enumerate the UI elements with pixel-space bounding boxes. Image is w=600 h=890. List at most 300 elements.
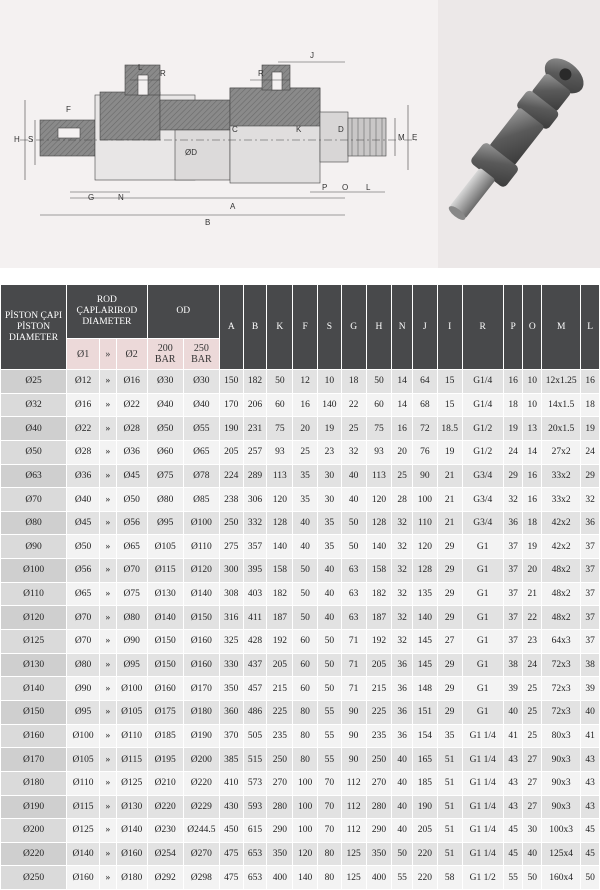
table-cell: 160x4 [542, 866, 581, 890]
table-cell: Ø100 [67, 724, 100, 748]
table-cell: 43 [581, 748, 600, 772]
table-cell: Ø85 [183, 488, 219, 512]
table-cell: Ø30 [147, 370, 183, 394]
table-cell: 15 [437, 393, 462, 417]
table-cell: G1 [462, 582, 503, 606]
header-dim-n: N [392, 285, 413, 370]
dim-label: G [88, 193, 95, 202]
table-cell: Ø16 [116, 370, 147, 394]
table-cell: 29 [437, 559, 462, 583]
table-cell: 50 [293, 582, 318, 606]
table-cell: Ø100 [183, 511, 219, 535]
table-cell: 51 [437, 842, 462, 866]
table-cell: Ø125 [116, 771, 147, 795]
table-cell: Ø80 [67, 653, 100, 677]
table-cell: 113 [366, 464, 392, 488]
table-cell: 41 [581, 724, 600, 748]
table-cell: Ø120 [183, 559, 219, 583]
table-cell: 128 [267, 511, 293, 535]
table-cell: 27x2 [542, 440, 581, 464]
table-cell: 40 [392, 771, 413, 795]
table-cell: 350 [267, 842, 293, 866]
table-cell: 220 [413, 866, 438, 890]
table-cell: 270 [267, 771, 293, 795]
table-cell: 43 [503, 748, 523, 772]
table-cell: 19 [523, 535, 542, 559]
table-cell: G3/4 [462, 464, 503, 488]
table-cell: 50 [341, 535, 366, 559]
header-dim-f: F [293, 285, 318, 370]
table-cell: 28 [392, 488, 413, 512]
table-cell: 32 [392, 511, 413, 535]
table-cell: 55 [318, 748, 342, 772]
table-cell: 45 [581, 819, 600, 843]
table-cell: 14 [392, 370, 413, 394]
hydraulic-cylinder-image [438, 0, 600, 268]
table-cell: 50 [318, 677, 342, 701]
table-cell: 37 [503, 559, 523, 583]
header-piston-diameter: PİSTON ÇAPI PİSTON DIAMETER [1, 285, 67, 370]
table-cell: » [100, 748, 117, 772]
table-cell: 25 [523, 724, 542, 748]
table-cell: 32 [392, 559, 413, 583]
dim-label: R [258, 69, 264, 78]
table-cell: 125 [341, 842, 366, 866]
table-cell: 36 [581, 511, 600, 535]
table-cell: 58 [437, 866, 462, 890]
table-cell: 475 [219, 866, 243, 890]
table-cell: 128 [413, 559, 438, 583]
table-cell: 35 [318, 535, 342, 559]
table-cell: 37 [581, 606, 600, 630]
piston-diameter-cell: Ø200 [1, 819, 67, 843]
table-cell: Ø140 [67, 842, 100, 866]
table-cell: G1 [462, 677, 503, 701]
table-cell: Ø110 [116, 724, 147, 748]
table-cell: » [100, 393, 117, 417]
table-cell: 32 [341, 440, 366, 464]
table-cell: 187 [267, 606, 293, 630]
table-cell: 515 [243, 748, 267, 772]
table-cell: 385 [219, 748, 243, 772]
table-cell: 308 [219, 582, 243, 606]
table-cell: Ø220 [147, 795, 183, 819]
table-cell: Ø45 [116, 464, 147, 488]
table-cell: Ø65 [67, 582, 100, 606]
table-cell: 235 [267, 724, 293, 748]
table-cell: 37 [503, 630, 523, 654]
table-cell: G1 [462, 630, 503, 654]
table-cell: Ø105 [67, 748, 100, 772]
dim-label: N [118, 193, 124, 202]
table-cell: 192 [366, 630, 392, 654]
piston-diameter-cell: Ø250 [1, 866, 67, 890]
table-cell: 140 [318, 393, 342, 417]
table-cell: 135 [413, 582, 438, 606]
table-cell: » [100, 771, 117, 795]
table-cell: 25 [293, 440, 318, 464]
table-cell: 60 [293, 677, 318, 701]
table-cell: 35 [293, 488, 318, 512]
table-cell: 187 [366, 606, 392, 630]
table-cell: Ø65 [183, 440, 219, 464]
table-cell: Ø140 [116, 819, 147, 843]
table-cell: » [100, 535, 117, 559]
table-cell: 50 [523, 866, 542, 890]
table-cell: Ø40 [147, 393, 183, 417]
table-cell: 19 [437, 440, 462, 464]
table-cell: Ø298 [183, 866, 219, 890]
table-cell: 100 [293, 819, 318, 843]
piston-diameter-cell: Ø220 [1, 842, 67, 866]
table-cell: 40 [392, 795, 413, 819]
table-cell: 12x1.25 [542, 370, 581, 394]
table-cell: 64 [413, 370, 438, 394]
table-cell: 18 [523, 511, 542, 535]
table-row [1, 771, 600, 795]
table-cell: Ø150 [183, 606, 219, 630]
table-cell: 16 [523, 464, 542, 488]
table-cell: Ø195 [147, 748, 183, 772]
table-cell: 205 [219, 440, 243, 464]
table-cell: Ø115 [147, 559, 183, 583]
table-cell: » [100, 842, 117, 866]
table-cell: G3/4 [462, 511, 503, 535]
table-cell: 140 [267, 535, 293, 559]
table-cell: 25 [341, 417, 366, 441]
header-dim-h: H [366, 285, 392, 370]
table-cell: 40 [523, 842, 542, 866]
piston-diameter-cell: Ø63 [1, 464, 67, 488]
table-cell: 27 [437, 630, 462, 654]
table-cell: 80 [293, 724, 318, 748]
table-cell: 110 [413, 511, 438, 535]
table-row [1, 724, 600, 748]
piston-diameter-cell: Ø170 [1, 748, 67, 772]
table-cell: 220 [413, 842, 438, 866]
dim-label: ØD [185, 148, 197, 157]
table-cell: 40 [293, 535, 318, 559]
table-cell: » [100, 417, 117, 441]
table-cell: Ø105 [147, 535, 183, 559]
table-cell: 48x2 [542, 606, 581, 630]
table-cell: 40 [293, 511, 318, 535]
table-cell: Ø230 [147, 819, 183, 843]
table-cell: 36 [392, 700, 413, 724]
table-cell: G1 1/4 [462, 795, 503, 819]
table-cell: 48x2 [542, 559, 581, 583]
table-cell: 24 [523, 653, 542, 677]
table-cell: 428 [243, 630, 267, 654]
table-cell: Ø50 [67, 535, 100, 559]
table-cell: 80 [293, 700, 318, 724]
table-cell: 270 [366, 771, 392, 795]
table-cell: 50 [293, 606, 318, 630]
table-cell: 158 [267, 559, 293, 583]
table-cell: Ø22 [67, 417, 100, 441]
table-cell: 45 [503, 842, 523, 866]
table-cell: 32 [392, 606, 413, 630]
table-cell: 45 [503, 819, 523, 843]
table-cell: G1 [462, 559, 503, 583]
table-cell: Ø110 [183, 535, 219, 559]
table-cell: Ø115 [116, 748, 147, 772]
table-cell: 32 [503, 488, 523, 512]
table-row [1, 795, 600, 819]
table-cell: 300 [219, 559, 243, 583]
table-cell: 290 [366, 819, 392, 843]
dimension-table [0, 284, 600, 890]
table-cell: 43 [503, 771, 523, 795]
table-cell: 32 [392, 630, 413, 654]
table-cell: 128 [366, 511, 392, 535]
table-cell: 10 [318, 370, 342, 394]
table-cell: 140 [413, 606, 438, 630]
table-cell: 140 [366, 535, 392, 559]
table-cell: 289 [243, 464, 267, 488]
table-cell: 36 [503, 511, 523, 535]
table-cell: G1 1/4 [462, 748, 503, 772]
table-cell: Ø130 [116, 795, 147, 819]
header-dim-p: P [503, 285, 523, 370]
table-cell: 20 [293, 417, 318, 441]
table-cell: 70 [318, 771, 342, 795]
header-dim-j: J [413, 285, 438, 370]
table-cell: 190 [413, 795, 438, 819]
table-cell: 36 [392, 677, 413, 701]
table-cell: 360 [219, 700, 243, 724]
table-row [1, 488, 600, 512]
table-cell: 145 [413, 653, 438, 677]
table-cell: 76 [413, 440, 438, 464]
header-rod-o1: Ø1 [67, 339, 100, 370]
table-cell: 370 [219, 724, 243, 748]
table-cell: 16 [523, 488, 542, 512]
table-cell: 35 [437, 724, 462, 748]
table-cell: 25 [523, 677, 542, 701]
table-row [1, 582, 600, 606]
table-cell: 50 [267, 370, 293, 394]
table-cell: 120 [267, 488, 293, 512]
table-cell: 60 [293, 653, 318, 677]
table-cell: 158 [366, 559, 392, 583]
table-cell: » [100, 795, 117, 819]
table-cell: 29 [581, 464, 600, 488]
table-cell: 225 [267, 700, 293, 724]
table-cell: Ø36 [67, 464, 100, 488]
table-cell: G1 [462, 653, 503, 677]
table-cell: 50 [318, 653, 342, 677]
table-cell: 573 [243, 771, 267, 795]
table-cell: Ø140 [147, 606, 183, 630]
table-cell: » [100, 488, 117, 512]
table-row [1, 677, 600, 701]
table-cell: 90 [341, 724, 366, 748]
table-row [1, 842, 600, 866]
table-cell: Ø30 [183, 370, 219, 394]
table-cell: 40 [318, 582, 342, 606]
table-cell: 145 [413, 630, 438, 654]
dim-label: B [205, 218, 211, 227]
table-cell: 29 [437, 653, 462, 677]
piston-diameter-cell: Ø180 [1, 771, 67, 795]
table-cell: Ø70 [116, 559, 147, 583]
table-cell: G1 [462, 535, 503, 559]
table-cell: 29 [437, 677, 462, 701]
table-cell: Ø150 [147, 653, 183, 677]
table-cell: 51 [437, 748, 462, 772]
table-cell: » [100, 630, 117, 654]
table-cell: 357 [243, 535, 267, 559]
table-cell: 80 [318, 842, 342, 866]
table-cell: 457 [243, 677, 267, 701]
dim-label: P [322, 183, 328, 192]
dim-label: L [366, 183, 371, 192]
table-row [1, 511, 600, 535]
table-cell: 42x2 [542, 535, 581, 559]
table-cell: 37 [581, 582, 600, 606]
table-cell: G1/4 [462, 393, 503, 417]
table-cell: Ø270 [183, 842, 219, 866]
table-cell: G3/4 [462, 488, 503, 512]
table-cell: 120 [293, 842, 318, 866]
table-row [1, 393, 600, 417]
table-cell: 64x3 [542, 630, 581, 654]
table-cell: 50 [341, 511, 366, 535]
table-cell: 22 [341, 393, 366, 417]
table-cell: 250 [219, 511, 243, 535]
table-cell: 40 [392, 748, 413, 772]
table-cell: 19 [581, 417, 600, 441]
table-cell: 55 [503, 866, 523, 890]
table-cell: 192 [267, 630, 293, 654]
table-cell: Ø254 [147, 842, 183, 866]
table-cell: 10 [523, 370, 542, 394]
table-cell: 80 [318, 866, 342, 890]
table-cell: Ø95 [67, 700, 100, 724]
table-cell: » [100, 440, 117, 464]
table-cell: 80 [293, 748, 318, 772]
table-cell: 48x2 [542, 582, 581, 606]
table-cell: 19 [503, 417, 523, 441]
table-cell: Ø56 [116, 511, 147, 535]
table-cell: 190 [219, 417, 243, 441]
table-cell: 50 [293, 559, 318, 583]
table-cell: 30 [318, 464, 342, 488]
table-cell: 60 [293, 630, 318, 654]
dim-label: O [342, 183, 349, 192]
table-cell: Ø244.5 [183, 819, 219, 843]
table-cell: 182 [267, 582, 293, 606]
table-cell: Ø175 [147, 700, 183, 724]
header-dim-b: B [243, 285, 267, 370]
table-cell: 24 [503, 440, 523, 464]
table-cell: 51 [437, 795, 462, 819]
table-cell: G1 1/4 [462, 771, 503, 795]
table-cell: G1 1/4 [462, 819, 503, 843]
table-cell: 18 [503, 393, 523, 417]
table-cell: Ø160 [147, 677, 183, 701]
header-dim-k: K [267, 285, 293, 370]
table-cell: 75 [366, 417, 392, 441]
dim-label: R [160, 69, 166, 78]
table-cell: 27 [523, 795, 542, 819]
piston-diameter-cell: Ø100 [1, 559, 67, 583]
table-cell: 30 [318, 488, 342, 512]
table-cell: Ø75 [116, 582, 147, 606]
table-cell: Ø12 [67, 370, 100, 394]
table-cell: 72 [413, 417, 438, 441]
table-cell: 23 [523, 630, 542, 654]
table-cell: 55 [318, 700, 342, 724]
table-cell: 14 [523, 440, 542, 464]
table-cell: 475 [219, 842, 243, 866]
table-cell: 80x3 [542, 724, 581, 748]
table-cell: 40 [318, 606, 342, 630]
table-cell: Ø75 [147, 464, 183, 488]
table-cell: 250 [366, 748, 392, 772]
table-cell: 40 [581, 700, 600, 724]
table-cell: 55 [318, 724, 342, 748]
table-cell: 505 [243, 724, 267, 748]
table-cell: 238 [219, 488, 243, 512]
table-cell: 15 [437, 370, 462, 394]
table-cell: 27 [523, 748, 542, 772]
table-cell: 50 [581, 866, 600, 890]
table-cell: » [100, 724, 117, 748]
table-cell: 33x2 [542, 464, 581, 488]
table-cell: 306 [243, 488, 267, 512]
table-cell: 51 [437, 771, 462, 795]
table-cell: 112 [341, 795, 366, 819]
table-cell: 40 [341, 464, 366, 488]
header-dim-g: G [341, 285, 366, 370]
table-cell: 21 [437, 464, 462, 488]
piston-diameter-cell: Ø125 [1, 630, 67, 654]
piston-diameter-cell: Ø50 [1, 440, 67, 464]
table-cell: 400 [267, 866, 293, 890]
table-cell: 615 [243, 819, 267, 843]
table-cell: 29 [503, 464, 523, 488]
piston-diameter-cell: Ø120 [1, 606, 67, 630]
dim-label: A [230, 202, 236, 211]
table-cell: » [100, 819, 117, 843]
table-cell: 93 [366, 440, 392, 464]
header-dim-m: M [542, 285, 581, 370]
table-cell: 40 [392, 819, 413, 843]
table-cell: Ø90 [67, 677, 100, 701]
table-cell: 38 [503, 653, 523, 677]
table-cell: Ø16 [67, 393, 100, 417]
table-cell: 72x3 [542, 677, 581, 701]
dim-label: K [296, 125, 302, 134]
table-cell: 41 [503, 724, 523, 748]
table-cell: 90 [341, 700, 366, 724]
table-cell: 18 [341, 370, 366, 394]
dim-label: J [310, 51, 314, 60]
header-rod-sep: » [100, 339, 117, 370]
table-cell: 42x2 [542, 511, 581, 535]
table-cell: Ø78 [183, 464, 219, 488]
piston-diameter-cell: Ø140 [1, 677, 67, 701]
table-cell: 150 [219, 370, 243, 394]
table-cell: Ø36 [116, 440, 147, 464]
header-dim-r: R [462, 285, 503, 370]
table-cell: Ø80 [147, 488, 183, 512]
table-cell: Ø140 [183, 582, 219, 606]
table-cell: Ø28 [116, 417, 147, 441]
table-cell: 70 [318, 795, 342, 819]
